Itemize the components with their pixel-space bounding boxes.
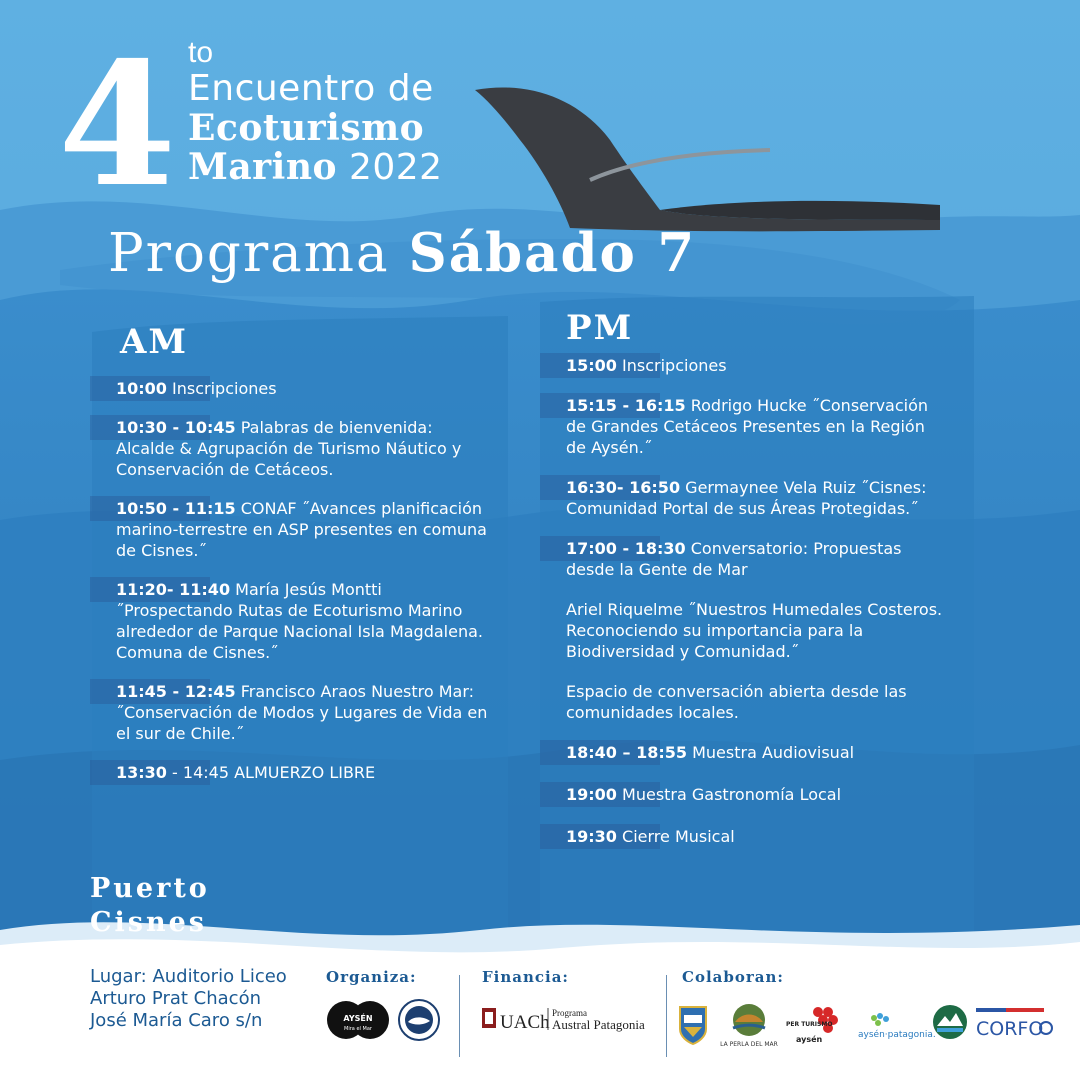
schedule-item <box>566 681 946 723</box>
item-text: Germaynee Vela Ruiz ˝Cisnes: Comunidad Portal de sus Áreas Protegidas.˝ <box>566 478 927 518</box>
aysen-mira-el-mar-logo <box>326 1000 390 1040</box>
programa-heading <box>108 222 696 284</box>
whale-fin-illustration <box>470 70 950 240</box>
aysen-patagonia-logo <box>858 1010 936 1042</box>
per-turismo-aysen-logo <box>786 1002 846 1046</box>
title-line-1: Encuentro de <box>188 68 434 109</box>
item-text: Francisco Araos Nuestro Mar: ˝Conservación de Modos y Lugares de Vida en el sur de Chile.˝ <box>116 682 488 743</box>
item-text: CONAF ˝Avances planificación marino-terrestre en ASP presentes en comuna de Cisnes.˝ <box>116 499 487 560</box>
uach-austral-patagonia-logo <box>482 1004 654 1034</box>
colaboran-label: Colaboran: <box>682 968 784 986</box>
programa-day: Sábado 7 <box>408 222 697 284</box>
item-time: 10:50 - 11:15 <box>116 499 236 518</box>
pm-schedule <box>566 355 946 847</box>
title-year: 2022 <box>348 147 443 188</box>
title-line-3-bold: Marino <box>188 146 338 188</box>
item-time: 13:30 <box>116 763 167 782</box>
footer-divider <box>666 975 667 1057</box>
item-text: Cierre Musical <box>616 827 735 846</box>
number-four-graphic <box>58 25 188 225</box>
schedule-item <box>566 395 946 458</box>
number-four: 4 <box>58 25 177 225</box>
item-time: 16:30- 16:50 <box>566 478 681 497</box>
item-text: Inscripciones <box>166 379 277 398</box>
reserva-aysen-logo <box>932 1004 968 1044</box>
schedule-item <box>566 742 946 763</box>
schedule-item <box>116 681 496 744</box>
svg-text:Austral Patagonia: Austral Patagonia <box>552 1017 645 1032</box>
organiza-label: Organiza: <box>326 968 417 986</box>
footer-divider <box>459 975 460 1057</box>
item-time: 18:40 – 18:55 <box>566 743 687 762</box>
schedule-item <box>116 378 496 399</box>
location-line-1: Puerto <box>90 873 210 904</box>
item-text: - 14:45 ALMUERZO LIBRE <box>166 763 376 782</box>
item-time: 10:30 - 10:45 <box>116 418 236 437</box>
svg-text:aysén·patagonia.: aysén·patagonia. <box>858 1030 936 1040</box>
schedule-item <box>116 762 496 783</box>
programa-word: Programa <box>108 223 390 284</box>
item-text: Ariel Riquelme ˝Nuestros Humedales Costeros. Reconociendo su importancia para la Biodiversidad y Comunidad.˝ <box>566 600 943 661</box>
item-time: 11:45 - 12:45 <box>116 682 236 701</box>
am-schedule <box>116 378 496 783</box>
item-time: 15:00 <box>566 356 617 375</box>
location-line-2: Cisnes <box>90 907 207 938</box>
svg-text:PER TURISMO: PER TURISMO <box>786 1021 833 1028</box>
svg-text:Mira el Mar: Mira el Mar <box>344 1026 372 1032</box>
title-ordinal: to <box>188 36 214 69</box>
item-text: Inscripciones <box>616 356 727 375</box>
svg-text:CORFO: CORFO <box>976 1018 1044 1040</box>
schedule-item <box>116 579 496 663</box>
corfo-logo <box>976 1008 1056 1042</box>
pm-heading: PM <box>566 308 634 348</box>
schedule-item <box>116 498 496 561</box>
schedule-item <box>566 355 946 376</box>
location-title <box>90 872 210 940</box>
item-time: 10:00 <box>116 379 167 398</box>
agrupacion-seal-logo <box>398 999 440 1041</box>
municipal-shield-logo <box>678 1003 708 1045</box>
la-perla-del-mar-logo <box>720 1002 778 1050</box>
item-time: 19:30 <box>566 827 617 846</box>
item-time: 19:00 <box>566 785 617 804</box>
item-text: María Jesús Montti ˝Prospectando Rutas de Ecoturismo Marino alrededor de Parque Nacional Isla Magdalena. Comuna de Cisnes.˝ <box>116 580 483 662</box>
venue-line-1: Lugar: Auditorio Liceo <box>90 966 287 987</box>
item-text: Muestra Audiovisual <box>687 743 855 762</box>
svg-text:UACh: UACh <box>500 1012 550 1033</box>
schedule-item <box>566 826 946 847</box>
svg-text:LA PERLA DEL MAR: LA PERLA DEL MAR <box>720 1041 778 1048</box>
am-heading: AM <box>120 322 189 362</box>
venue-address <box>90 966 287 1032</box>
schedule-item <box>566 538 946 580</box>
item-text: Conversatorio: Propuestas desde la Gente de Mar <box>566 539 902 579</box>
svg-text:Programa: Programa <box>552 1008 587 1018</box>
item-text: Muestra Gastronomía Local <box>616 785 842 804</box>
title-line-2: Ecoturismo <box>188 107 425 149</box>
item-time: 15:15 - 16:15 <box>566 396 686 415</box>
item-text: Palabras de bienvenida: Alcalde & Agrupación de Turismo Náutico y Conservación de Cetáceos. <box>116 418 462 479</box>
financia-label: Financia: <box>482 968 569 986</box>
svg-text:aysén: aysén <box>796 1035 823 1044</box>
schedule-item <box>566 784 946 805</box>
item-time: 11:20- 11:40 <box>116 580 231 599</box>
venue-line-2: Arturo Prat Chacón <box>90 988 261 1009</box>
event-title <box>188 38 443 186</box>
item-text: Rodrigo Hucke ˝Conservación de Grandes Cetáceos Presentes en la Región de Aysén.˝ <box>566 396 929 457</box>
venue-line-3: José María Caro s/n <box>90 1010 263 1031</box>
schedule-item <box>566 599 946 662</box>
item-time: 17:00 - 18:30 <box>566 539 686 558</box>
schedule-item <box>116 417 496 480</box>
svg-text:AYSÉN: AYSÉN <box>343 1014 373 1023</box>
schedule-item <box>566 477 946 519</box>
item-text: Espacio de conversación abierta desde las comunidades locales. <box>566 682 907 722</box>
